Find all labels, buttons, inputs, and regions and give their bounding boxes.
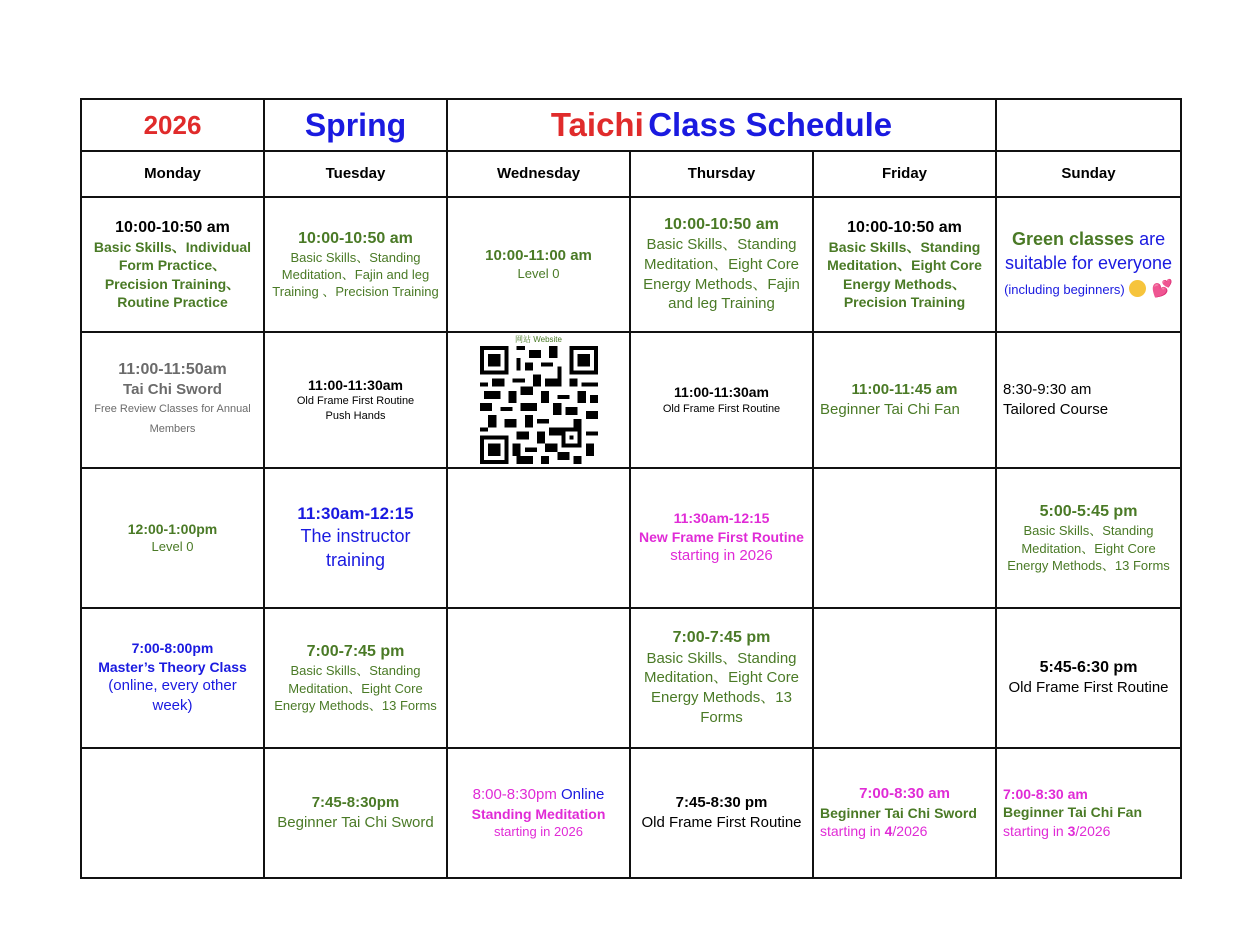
class-desc: Level 0	[151, 539, 194, 555]
class-time: 7:00-8:00pm	[131, 640, 214, 657]
class-note-year: /2026	[892, 823, 928, 840]
empty-title-cell	[996, 99, 1181, 151]
class-cell	[81, 608, 264, 748]
class-cell	[447, 197, 630, 332]
class-note: starting in 2026	[670, 547, 773, 565]
class-desc: Basic Skills、Standing Meditation、Eight Core Energy Methods、13 Forms	[1007, 523, 1170, 573]
class-desc: (online, every other week)	[108, 677, 237, 715]
class-title: New Frame First Routine	[639, 528, 804, 545]
class-desc: Old Frame First Routine	[296, 395, 415, 408]
class-desc: Basic Skills、Standing Meditation、Eight Core Energy Methods、Fajin and leg Training	[643, 236, 800, 313]
class-time: 10:00-10:50 am	[115, 218, 230, 236]
class-note: starting in	[820, 823, 885, 840]
class-cell	[264, 748, 447, 878]
class-desc: Old Frame First Routine	[662, 402, 781, 415]
class-desc: Beginner Tai Chi Sword	[277, 813, 434, 831]
class-title: Standing Meditation	[471, 805, 606, 822]
class-cell	[630, 608, 813, 748]
day-sunday: Sunday	[1061, 164, 1116, 182]
class-title: Tai Chi Sword	[123, 381, 222, 399]
class-time: 7:00-7:45 pm	[672, 629, 771, 647]
class-time: 5:45-6:30 pm	[1039, 659, 1138, 677]
class-cell	[264, 332, 447, 468]
class-time: 7:45-8:30 pm	[675, 793, 768, 811]
schedule-table	[80, 98, 1182, 879]
class-note-year: /2026	[1075, 822, 1111, 839]
class-note-month: 3	[1067, 822, 1076, 839]
class-cell	[996, 748, 1181, 878]
class-time: 11:00-11:30am	[308, 376, 403, 393]
class-time: 7:00-8:30 am	[1003, 785, 1088, 802]
class-desc: Level 0	[517, 266, 560, 282]
legend-note: (including beginners)	[1004, 281, 1125, 297]
class-desc: Basic Skills、Individual Form Practice、Precision Training、Routine Practice	[93, 238, 252, 311]
day-tuesday: Tuesday	[325, 164, 386, 182]
class-title: Beginner Tai Chi Fan	[1003, 804, 1142, 821]
class-note: starting in	[1003, 822, 1068, 839]
schedule-row-1	[81, 197, 1181, 332]
day-wednesday: Wednesday	[496, 164, 581, 182]
class-desc: The instructor training	[300, 526, 411, 570]
class-cell	[264, 468, 447, 608]
class-cell	[996, 332, 1181, 468]
class-desc-2: Push Hands	[325, 409, 386, 422]
class-note: starting in 2026	[494, 824, 583, 840]
class-time: 11:00-11:45 am	[851, 380, 958, 398]
class-online: Online	[561, 785, 605, 803]
schedule-row-5	[81, 748, 1181, 878]
class-time: 11:30am-12:15	[673, 510, 770, 527]
day-monday: Monday	[144, 164, 201, 182]
class-cell	[447, 748, 630, 878]
schedule-row-3	[81, 468, 1181, 608]
class-time: 10:00-10:50 am	[847, 218, 962, 236]
class-time: 10:00-11:00 am	[485, 246, 592, 264]
year-cell	[81, 99, 264, 151]
class-title: Beginner Tai Chi Sword	[820, 804, 977, 821]
class-desc: Beginner Tai Chi Fan	[820, 400, 960, 418]
class-desc: Old Frame First Routine	[1008, 679, 1169, 697]
class-cell	[813, 748, 996, 878]
class-cell	[630, 748, 813, 878]
smile-emoji-icon	[1129, 280, 1146, 297]
class-desc: Basic Skills、Standing Meditation、Eight Core Energy Methods、13 Forms	[643, 649, 800, 726]
class-cell	[630, 197, 813, 332]
class-time: 11:30am-12:15	[297, 503, 414, 523]
title-class-schedule: Class Schedule	[648, 106, 893, 143]
qr-code-icon[interactable]	[479, 346, 599, 464]
day-thursday: Thursday	[687, 164, 756, 182]
class-time: 7:00-7:45 pm	[306, 643, 405, 661]
class-desc: Basic Skills、Standing Meditation、Eight Core Energy Methods、13 Forms	[274, 663, 437, 713]
title-cell	[447, 99, 996, 151]
class-time: 11:00-11:50am	[118, 361, 227, 379]
class-title: Master’s Theory Class	[98, 658, 247, 675]
title-row	[81, 99, 1181, 151]
empty-cell	[81, 748, 264, 878]
class-time: 10:00-10:50 am	[298, 229, 413, 247]
empty-cell	[447, 608, 630, 748]
schedule-year: 2026	[143, 109, 202, 140]
empty-cell	[813, 468, 996, 608]
class-note-month: 4	[884, 823, 893, 840]
two-hearts-emoji-icon: 💕	[1151, 278, 1173, 298]
class-time: 8:30-9:30 am	[1003, 380, 1092, 398]
class-cell	[813, 332, 996, 468]
day-friday: Friday	[882, 164, 928, 182]
class-cell	[264, 608, 447, 748]
class-cell	[81, 197, 264, 332]
empty-cell	[813, 608, 996, 748]
season-cell	[264, 99, 447, 151]
class-time: 7:45-8:30pm	[311, 793, 400, 811]
class-cell	[81, 332, 264, 468]
class-cell	[264, 197, 447, 332]
schedule-row-4	[81, 608, 1181, 748]
days-row	[81, 151, 1181, 197]
class-desc: Basic Skills、Standing Meditation、Eight Core Energy Methods、Precision Training	[827, 238, 982, 311]
schedule-season: Spring	[304, 106, 407, 143]
class-desc: Basic Skills、Standing Meditation、Fajin and leg Training 、Precision Training	[272, 249, 439, 300]
class-cell	[996, 468, 1181, 608]
class-time: 10:00-10:50 am	[664, 215, 779, 233]
schedule-row-2	[81, 332, 1181, 468]
class-desc: Old Frame First Routine	[641, 813, 802, 831]
class-cell	[81, 468, 264, 608]
class-time: 11:00-11:30am	[674, 384, 769, 401]
class-cell	[630, 332, 813, 468]
class-cell	[630, 468, 813, 608]
qr-cell	[447, 332, 630, 468]
title-taichi: Taichi	[550, 106, 644, 143]
class-desc: Tailored Course	[1003, 400, 1109, 418]
legend-cell	[996, 197, 1181, 332]
empty-cell	[447, 468, 630, 608]
class-time: 5:00-5:45 pm	[1039, 503, 1138, 521]
class-cell	[813, 197, 996, 332]
qr-caption: 网站 Website	[515, 334, 562, 344]
legend-green-classes: Green classes	[1011, 229, 1135, 250]
class-note: Free Review Classes for Annual Members	[94, 403, 251, 435]
class-time: 8:00-8:30pm	[472, 785, 557, 803]
class-cell	[996, 608, 1181, 748]
legend-text: are suitable for everyone	[1004, 229, 1173, 273]
class-time: 12:00-1:00pm	[127, 520, 218, 537]
class-time: 7:00-8:30 am	[859, 785, 950, 803]
